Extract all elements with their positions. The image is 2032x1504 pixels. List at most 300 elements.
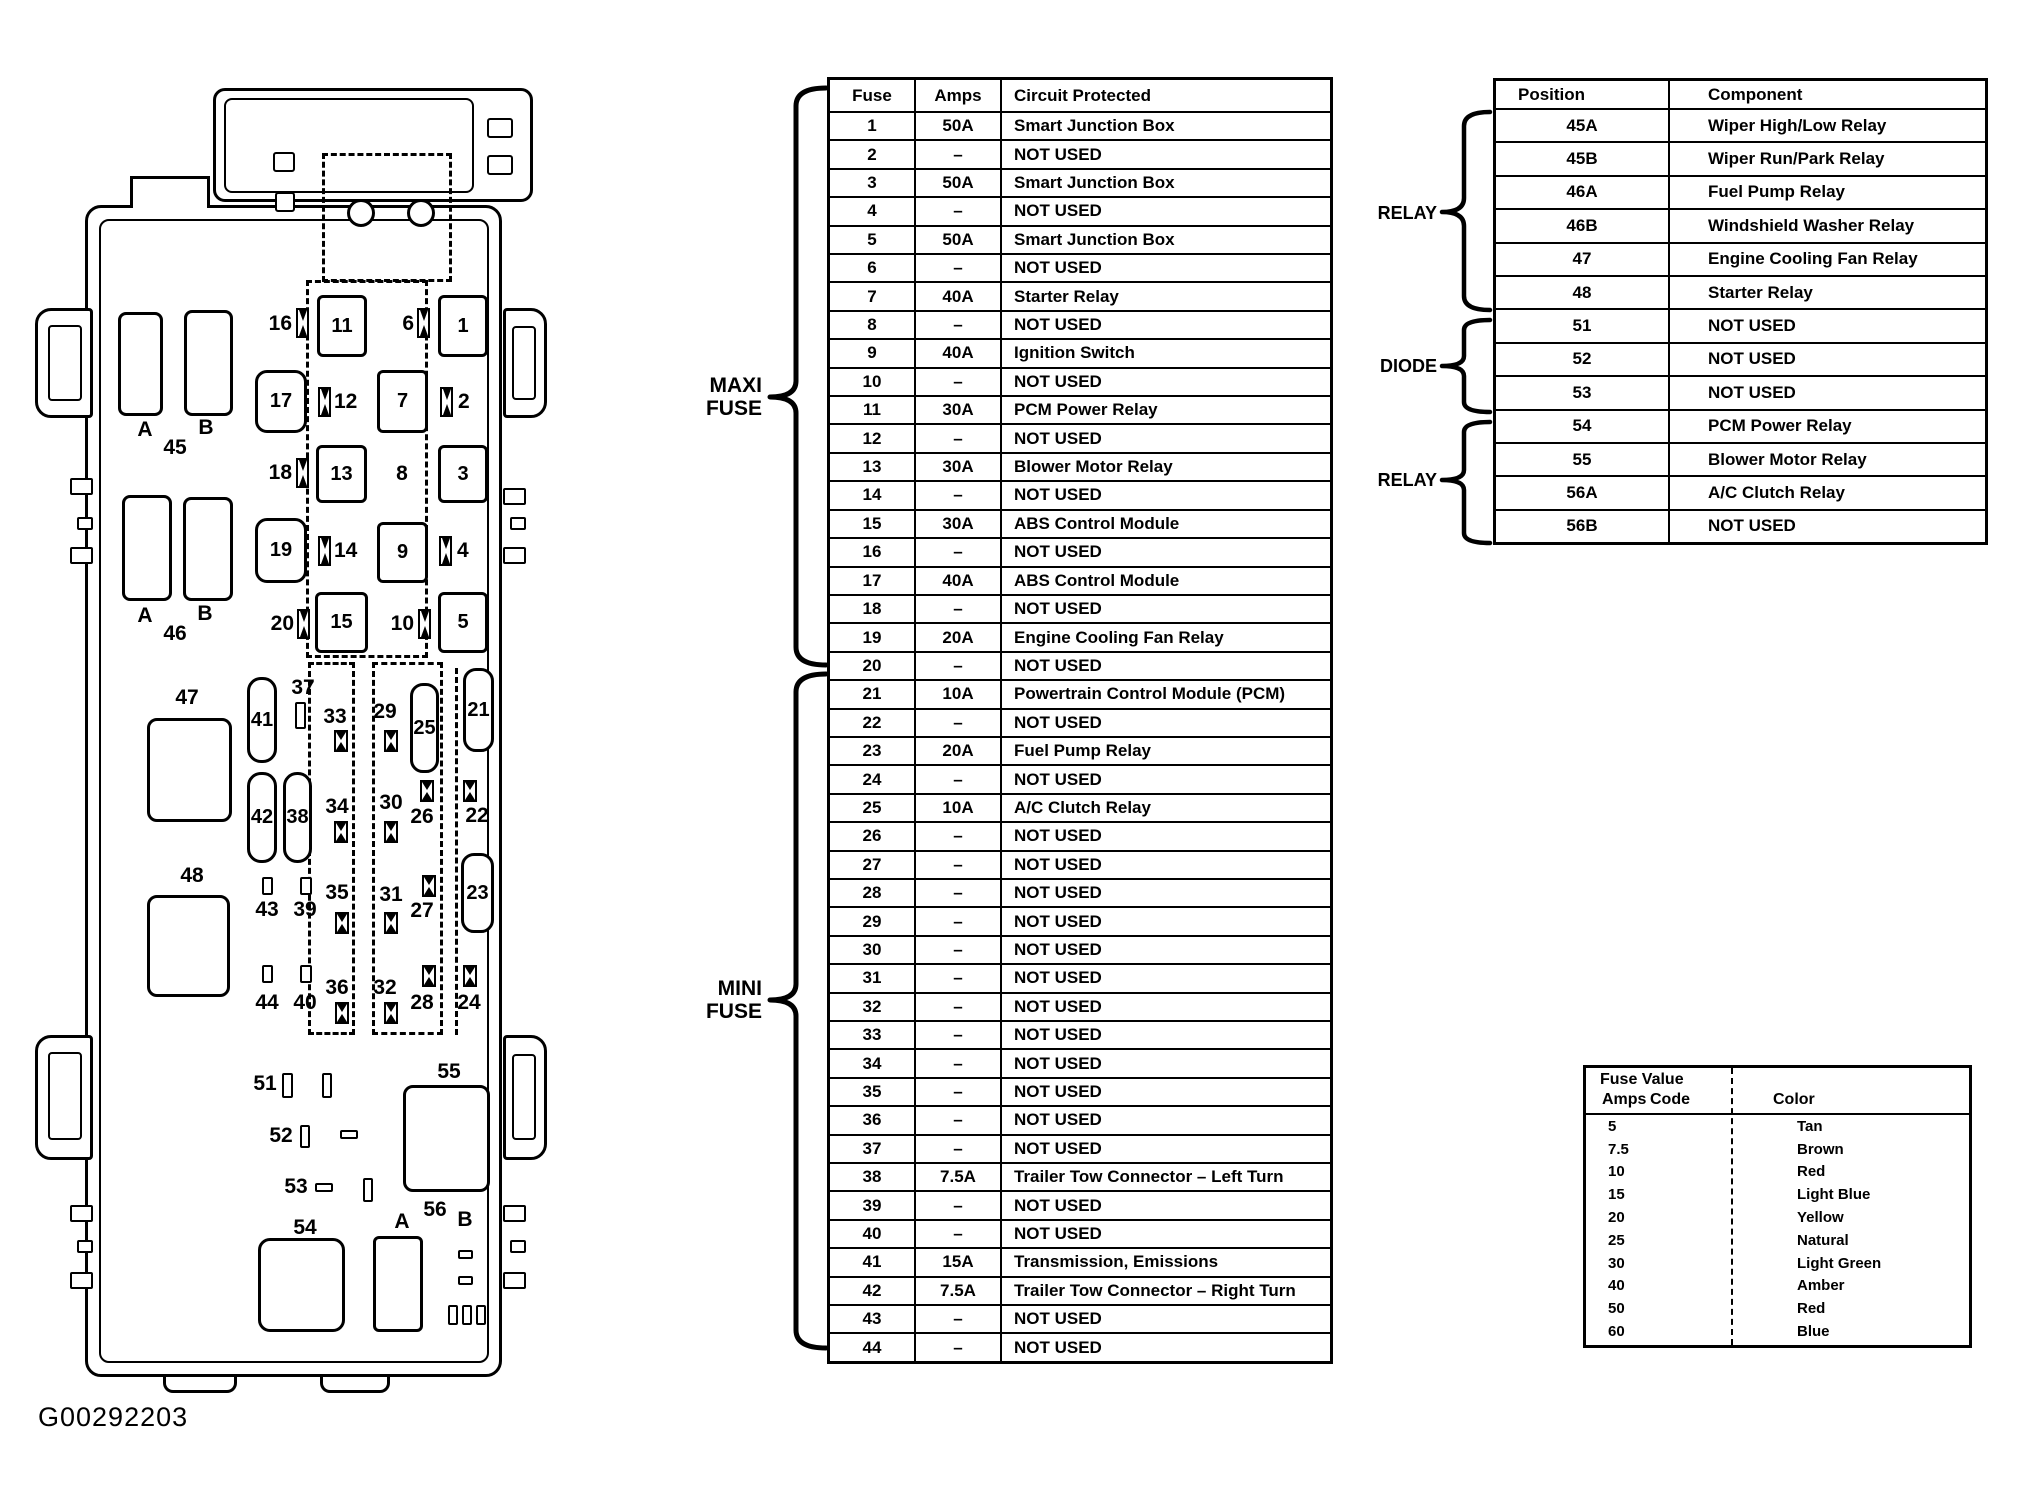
position-label-54: 54 (293, 1216, 317, 1239)
position-label-20: 20 (270, 612, 294, 635)
amps-cell: – (914, 880, 1000, 906)
circuit-cell: ABS Control Module (1000, 568, 1330, 594)
position-label-43: 43 (255, 898, 279, 921)
mini-fuse-label (690, 977, 762, 1023)
circuit-cell: A/C Clutch Relay (1000, 795, 1330, 821)
fuse-number-cell: 21 (862, 684, 882, 704)
amps-cell: 50A (914, 113, 1000, 139)
circuit-cell: NOT USED (1000, 823, 1330, 849)
position-cell: 56A (1566, 482, 1598, 502)
circuit-cell: NOT USED (1000, 482, 1330, 508)
fuse-number-cell: 1 (867, 116, 877, 136)
position-cell: 56B (1566, 516, 1598, 536)
amps-value: 50 (1608, 1300, 1625, 1318)
table-row (830, 480, 1330, 508)
circuit-cell: NOT USED (1000, 369, 1330, 395)
fuse-number-cell: 4 (867, 201, 877, 221)
position-label-45: 45 (163, 436, 187, 459)
amps-cell: 30A (914, 511, 1000, 537)
circuit-cell: ABS Control Module (1000, 511, 1330, 537)
position-component-table (1493, 78, 1988, 545)
fuse-number-cell: 40 (862, 1224, 882, 1244)
circuit-cell: NOT USED (1000, 312, 1330, 338)
table-row (1496, 308, 1985, 341)
circuit-cell: NOT USED (1000, 255, 1330, 281)
table-row (830, 1190, 1330, 1218)
table-row (830, 367, 1330, 395)
fuse-number-cell: 24 (862, 769, 882, 789)
fuse-position-38: 38 (283, 772, 312, 863)
fuse-number-cell: 9 (867, 343, 877, 363)
circuit-cell: Trailer Tow Connector – Left Turn (1000, 1164, 1330, 1190)
position-label-A: A (137, 604, 153, 627)
color-value: Blue (1797, 1323, 1830, 1341)
table-row (830, 1332, 1330, 1360)
table-row (1496, 342, 1985, 375)
position-label-26: 26 (410, 805, 434, 828)
fuse-number-cell: 37 (862, 1138, 882, 1158)
maxi-fuse-brace (770, 88, 826, 665)
fuse-number-cell: 17 (862, 570, 882, 590)
amps-cell: – (914, 198, 1000, 224)
fuse-number-cell: 26 (862, 826, 882, 846)
position-cell: 47 (1572, 249, 1592, 269)
fuse-number-cell: 14 (862, 485, 882, 505)
table-row (830, 651, 1330, 679)
circuit-cell: NOT USED (1000, 994, 1330, 1020)
position-cell: 54 (1572, 416, 1592, 436)
fuse-number-cell: 12 (862, 428, 882, 448)
table-row (830, 850, 1330, 878)
amps-cell: 15A (914, 1249, 1000, 1275)
amps-cell: 40A (914, 568, 1000, 594)
amps-cell: – (914, 1192, 1000, 1218)
position-cell: 46B (1566, 215, 1598, 235)
component-cell: NOT USED (1668, 310, 1985, 341)
table-row (830, 338, 1330, 366)
position-label-B: B (457, 1208, 473, 1231)
table-row (830, 1134, 1330, 1162)
fuse-amps-table (827, 77, 1333, 1364)
mini-fuse-label-line2: FUSE (705, 1000, 762, 1023)
position-label-A: A (137, 418, 153, 441)
table-row (830, 1077, 1330, 1105)
table-row (830, 679, 1330, 707)
amps-cell: 20A (914, 738, 1000, 764)
fuse-position-11: 11 (317, 295, 367, 357)
table-row (1496, 175, 1985, 208)
maxi-fuse-label-line2: FUSE (705, 397, 762, 420)
circuit-cell: Smart Junction Box (1000, 227, 1330, 253)
table-row (1586, 1115, 1969, 1138)
circuit-cell: NOT USED (1000, 710, 1330, 736)
fuse-number-cell: 6 (867, 258, 877, 278)
table-row (830, 452, 1330, 480)
component-cell: NOT USED (1668, 377, 1985, 408)
position-label-6: 6 (402, 312, 414, 335)
position-cell: 46A (1566, 182, 1598, 202)
circuit-cell: Starter Relay (1000, 283, 1330, 309)
fuse-position-13: 13 (316, 445, 367, 503)
fuse-number-cell: 25 (862, 797, 882, 817)
fuse-number-cell: 34 (862, 1053, 882, 1073)
fuse-value-color-header: Color (1773, 1091, 1815, 1108)
fuse-number-cell: 7 (867, 286, 877, 306)
fuse-number-cell: 44 (862, 1337, 882, 1357)
position-label-36: 36 (325, 976, 349, 999)
amps-cell: – (914, 994, 1000, 1020)
fuse-value-code-header: Code (1650, 1091, 1690, 1108)
position-label-55: 55 (437, 1060, 461, 1083)
table-row (830, 1105, 1330, 1133)
table-row (830, 281, 1330, 309)
position-label-51: 51 (253, 1072, 277, 1095)
fuse-number-cell: 5 (867, 229, 877, 249)
amps-value: 5 (1608, 1117, 1617, 1135)
table-row (830, 1219, 1330, 1247)
fuse-number-cell: 10 (862, 371, 882, 391)
table-row (830, 509, 1330, 537)
amps-cell: – (914, 1107, 1000, 1133)
circuit-cell: NOT USED (1000, 539, 1330, 565)
maxi-fuse-label-line1: MAXI (709, 374, 762, 397)
amps-cell: – (914, 312, 1000, 338)
position-label-34: 34 (325, 795, 349, 818)
circuit-cell: Smart Junction Box (1000, 113, 1330, 139)
color-value: Tan (1797, 1117, 1823, 1135)
position-label-29: 29 (373, 700, 397, 723)
amps-cell: 7.5A (914, 1278, 1000, 1304)
circuit-cell: NOT USED (1000, 141, 1330, 167)
position-label-12: 12 (334, 390, 358, 413)
table-row (1496, 375, 1985, 408)
table-row (830, 793, 1330, 821)
position-cell: 45B (1566, 149, 1598, 169)
amps-cell: – (914, 596, 1000, 622)
color-value: Red (1797, 1163, 1826, 1181)
amps-cell: 10A (914, 795, 1000, 821)
fuse-number-cell: 18 (862, 599, 882, 619)
amps-cell: – (914, 482, 1000, 508)
component-cell: Windshield Washer Relay (1668, 210, 1985, 241)
fuse-number-cell: 30 (862, 939, 882, 959)
position-label-2: 2 (458, 390, 470, 413)
fuse-number-cell: 13 (862, 457, 882, 477)
position-label-8: 8 (396, 462, 408, 485)
amps-cell: – (914, 965, 1000, 991)
fuse-position-1: 1 (438, 295, 488, 357)
circuit-cell: Engine Cooling Fan Relay (1000, 624, 1330, 650)
circuit-cell: Transmission, Emissions (1000, 1249, 1330, 1275)
amps-cell: 40A (914, 283, 1000, 309)
amps-value: 30 (1608, 1254, 1625, 1272)
position-label-24: 24 (457, 991, 481, 1014)
amps-value: 60 (1608, 1323, 1625, 1341)
table-row (830, 821, 1330, 849)
amps-cell: – (914, 823, 1000, 849)
amps-cell: – (914, 539, 1000, 565)
amps-cell: – (914, 141, 1000, 167)
table-row (1496, 275, 1985, 308)
position-label-56: 56 (423, 1198, 447, 1221)
fuse-number-cell: 23 (862, 741, 882, 761)
circuit-cell: NOT USED (1000, 766, 1330, 792)
fuse-table-body (830, 111, 1330, 1361)
amps-cell: – (914, 369, 1000, 395)
amps-cell: – (914, 937, 1000, 963)
amps-cell: – (914, 852, 1000, 878)
position-table-body (1496, 108, 1985, 542)
relay-top-brace (1442, 112, 1490, 310)
circuit-cell: NOT USED (1000, 653, 1330, 679)
position-cell: 52 (1572, 349, 1592, 369)
table-row (830, 764, 1330, 792)
circuit-cell: Blower Motor Relay (1000, 454, 1330, 480)
table-row (830, 736, 1330, 764)
table-row (1586, 1297, 1969, 1320)
component-cell: Wiper Run/Park Relay (1668, 143, 1985, 174)
amps-cell: – (914, 255, 1000, 281)
fuse-number-cell: 19 (862, 627, 882, 647)
amps-cell: – (914, 908, 1000, 934)
position-label-52: 52 (269, 1124, 293, 1147)
circuit-cell: NOT USED (1000, 1107, 1330, 1133)
amps-cell: – (914, 653, 1000, 679)
fuse-position-9: 9 (377, 522, 428, 583)
amps-cell: – (914, 1306, 1000, 1332)
table-row (1586, 1275, 1969, 1298)
position-label-B: B (197, 602, 213, 625)
circuit-cell: NOT USED (1000, 1022, 1330, 1048)
color-value: Brown (1797, 1140, 1844, 1158)
position-label-14: 14 (334, 539, 358, 562)
fuse-number-cell: 42 (862, 1280, 882, 1300)
amps-cell: 50A (914, 170, 1000, 196)
position-label-31: 31 (379, 883, 403, 906)
position-label-10: 10 (390, 612, 414, 635)
relay-top-label: RELAY (1377, 203, 1437, 223)
circuit-cell: Fuel Pump Relay (1000, 738, 1330, 764)
fuse-value-color-table (1583, 1065, 1972, 1348)
fuse-number-cell: 35 (862, 1082, 882, 1102)
circuit-cell: NOT USED (1000, 937, 1330, 963)
fuse-position-3: 3 (438, 445, 488, 503)
amps-cell: – (914, 766, 1000, 792)
fuse-number-cell: 41 (862, 1252, 882, 1272)
table-row (1586, 1183, 1969, 1206)
amps-cell: – (914, 1022, 1000, 1048)
position-label-4: 4 (457, 539, 469, 562)
fuse-position-42: 42 (247, 772, 277, 863)
diode-label: DIODE (1379, 356, 1437, 376)
color-value: Natural (1797, 1231, 1849, 1249)
table-row (1586, 1229, 1969, 1252)
component-cell: NOT USED (1668, 511, 1985, 542)
position-label-28: 28 (410, 991, 434, 1014)
table-row (1586, 1320, 1969, 1343)
amps-cell: – (914, 1334, 1000, 1360)
fuse-table-header-amps: Amps (914, 80, 1000, 111)
position-label-B: B (198, 416, 214, 439)
position-table-header-position: Position (1518, 84, 1586, 104)
fuse-number-cell: 33 (862, 1025, 882, 1045)
fuse-position-25: 25 (410, 683, 439, 773)
component-cell: Wiper High/Low Relay (1668, 110, 1985, 141)
position-label-48: 48 (180, 864, 204, 887)
table-row (830, 395, 1330, 423)
relay-bottom-brace (1442, 422, 1490, 543)
table-row (1586, 1161, 1969, 1184)
amps-cell: 7.5A (914, 1164, 1000, 1190)
fuse-position-15: 15 (315, 592, 368, 653)
amps-value: 25 (1608, 1231, 1625, 1249)
fuse-table-header-fuse: Fuse (852, 85, 892, 105)
fuse-table-header-circuit: Circuit Protected (1000, 80, 1330, 111)
table-row (1496, 141, 1985, 174)
circuit-cell: NOT USED (1000, 1334, 1330, 1360)
table-row (1496, 509, 1985, 542)
position-label-27: 27 (410, 899, 434, 922)
fuse-number-cell: 31 (862, 968, 882, 988)
fuse-position-19: 19 (255, 518, 307, 583)
position-label-35: 35 (325, 881, 349, 904)
circuit-cell: NOT USED (1000, 1306, 1330, 1332)
position-table-header-component: Component (1668, 81, 1985, 108)
circuit-cell: NOT USED (1000, 1079, 1330, 1105)
figure-code: G00292203 (38, 1402, 189, 1432)
table-row (1496, 442, 1985, 475)
table-row (830, 906, 1330, 934)
mini-fuse-brace (770, 674, 826, 1348)
color-value: Light Blue (1797, 1186, 1871, 1204)
position-label-18: 18 (268, 461, 292, 484)
component-cell: Engine Cooling Fan Relay (1668, 244, 1985, 275)
table-row (830, 1247, 1330, 1275)
amps-cell: – (914, 710, 1000, 736)
position-label-40: 40 (293, 991, 317, 1014)
table-row (830, 622, 1330, 650)
table-row (830, 225, 1330, 253)
position-cell: 45A (1566, 115, 1598, 135)
table-row (1496, 208, 1985, 241)
component-cell: Blower Motor Relay (1668, 444, 1985, 475)
circuit-cell: Trailer Tow Connector – Right Turn (1000, 1278, 1330, 1304)
circuit-cell: NOT USED (1000, 198, 1330, 224)
position-label-47: 47 (175, 686, 199, 709)
amps-cell: 10A (914, 681, 1000, 707)
position-cell: 51 (1572, 316, 1592, 336)
position-label-44: 44 (255, 991, 279, 1014)
circuit-cell: NOT USED (1000, 1221, 1330, 1247)
table-row (1496, 475, 1985, 508)
fuse-number-cell: 2 (867, 144, 877, 164)
fuse-position-5: 5 (438, 592, 488, 653)
fuse-number-cell: 22 (862, 712, 882, 732)
fuse-number-cell: 3 (867, 173, 877, 193)
color-value: Yellow (1797, 1209, 1844, 1227)
fuse-number-cell: 11 (863, 400, 881, 420)
circuit-cell: NOT USED (1000, 425, 1330, 451)
table-row (830, 111, 1330, 139)
position-label-30: 30 (379, 791, 403, 814)
table-row (830, 1048, 1330, 1076)
circuit-cell: NOT USED (1000, 852, 1330, 878)
table-row (830, 935, 1330, 963)
amps-cell: – (914, 425, 1000, 451)
fuse-position-21: 21 (463, 668, 494, 752)
diode-brace (1442, 320, 1490, 412)
table-row (1496, 242, 1985, 275)
fuse-number-cell: 8 (867, 315, 877, 335)
amps-cell: 50A (914, 227, 1000, 253)
color-value: Amber (1797, 1277, 1845, 1295)
amps-value: 15 (1608, 1186, 1625, 1204)
fuse-table-header (830, 80, 1330, 111)
fuse-number-cell: 32 (862, 996, 882, 1016)
circuit-cell: Powertrain Control Module (PCM) (1000, 681, 1330, 707)
circuit-cell: Ignition Switch (1000, 340, 1330, 366)
fuse-position-23: 23 (461, 853, 494, 933)
table-row (830, 963, 1330, 991)
position-label-16: 16 (268, 312, 292, 335)
fuse-position-41: 41 (247, 677, 277, 763)
position-label-22: 22 (465, 804, 489, 827)
circuit-cell: Smart Junction Box (1000, 170, 1330, 196)
position-label-A: A (394, 1210, 410, 1233)
table-row (830, 310, 1330, 338)
position-label-37: 37 (291, 676, 315, 699)
table-row (830, 594, 1330, 622)
maxi-fuse-label (690, 374, 762, 420)
table-row (830, 1304, 1330, 1332)
amps-cell: 30A (914, 454, 1000, 480)
fuse-value-title: Fuse Value (1600, 1071, 1684, 1088)
table-row (830, 992, 1330, 1020)
fuse-number-cell: 39 (862, 1195, 882, 1215)
circuit-cell: NOT USED (1000, 1050, 1330, 1076)
circuit-cell: NOT USED (1000, 880, 1330, 906)
table-row (830, 168, 1330, 196)
table-row (830, 566, 1330, 594)
table-row (830, 878, 1330, 906)
fuse-number-cell: 29 (862, 911, 882, 931)
table-row (830, 537, 1330, 565)
component-cell: Fuel Pump Relay (1668, 177, 1985, 208)
component-cell: Starter Relay (1668, 277, 1985, 308)
table-row (1496, 409, 1985, 442)
fuse-number-cell: 38 (862, 1167, 882, 1187)
table-row (830, 423, 1330, 451)
position-label-33: 33 (323, 705, 347, 728)
fuse-value-amps-header: Amps (1602, 1091, 1647, 1108)
position-label-53: 53 (284, 1175, 308, 1198)
fuse-number-cell: 20 (862, 655, 882, 675)
amps-value: 20 (1608, 1209, 1625, 1227)
table-row (1586, 1252, 1969, 1275)
component-cell: PCM Power Relay (1668, 411, 1985, 442)
fuse-value-body (1586, 1115, 1969, 1343)
color-value: Light Green (1797, 1254, 1882, 1272)
component-cell: A/C Clutch Relay (1668, 477, 1985, 508)
table-row (1586, 1206, 1969, 1229)
amps-cell: – (914, 1221, 1000, 1247)
amps-value: 40 (1608, 1277, 1625, 1295)
component-cell: NOT USED (1668, 344, 1985, 375)
position-cell: 53 (1572, 382, 1592, 402)
position-cell: 48 (1572, 282, 1592, 302)
amps-cell: – (914, 1050, 1000, 1076)
fuse-position-17: 17 (255, 370, 307, 433)
